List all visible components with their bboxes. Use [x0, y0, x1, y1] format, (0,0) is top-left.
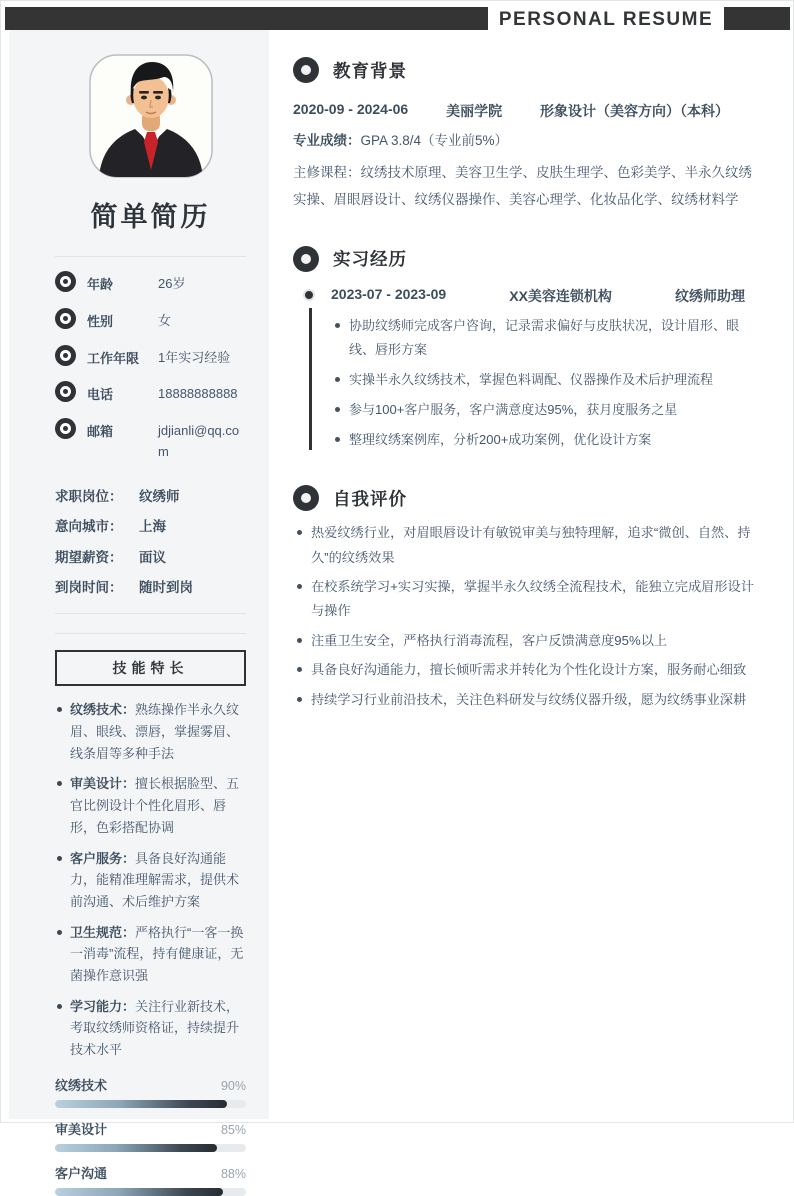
- skills-section-title: 技能特长: [112, 660, 189, 677]
- bar-label: 审美设计: [55, 1121, 108, 1137]
- bullet-icon: [57, 781, 62, 786]
- donut-icon: [55, 308, 76, 329]
- main-content: [269, 39, 785, 712]
- bullet-icon: [335, 437, 340, 442]
- bar-percent: 85%: [220, 1122, 246, 1137]
- skills-list: [55, 699, 246, 1061]
- list-item: 热爱纹绣行业，对眉眼唇设计有敏锐审美与独特理解，追求“微创、自然、持久”的纹绣效果: [293, 521, 755, 570]
- skill-item: [55, 996, 246, 1061]
- info-value: jdjianli@qq.com: [158, 423, 240, 459]
- info-label: 性别: [87, 313, 114, 329]
- bullet-icon: [297, 584, 302, 589]
- intent-value: 随时到岗: [139, 580, 193, 596]
- info-row-phone: [55, 381, 246, 405]
- section-header-self-evaluation: [293, 485, 755, 511]
- skill-text: 客户服务：具备良好沟通能力，能精准理解需求，提供术前沟通、术后维护方案: [70, 850, 240, 909]
- bullet-icon: [335, 323, 340, 328]
- donut-icon: [55, 345, 76, 366]
- bullet-icon: [57, 707, 62, 712]
- donut-icon: [293, 57, 319, 83]
- section-title: 实习经历: [333, 249, 407, 270]
- internship-bullet-list: [331, 314, 755, 452]
- bar-fill: [55, 1144, 217, 1152]
- intent-label: 到岗时间：: [55, 580, 123, 596]
- donut-icon: [55, 271, 76, 292]
- section-title: 自我评价: [333, 488, 407, 509]
- intent-row-city: [55, 515, 246, 535]
- intent-value: 面议: [139, 549, 166, 565]
- bar-percent: 90%: [220, 1078, 246, 1093]
- skill-text: 学习能力：关注行业新技术，考取纹绣师资格证，持续提升技术水平: [70, 998, 240, 1058]
- list-item: 注重卫生安全，严格执行消毒流程，客户反馈满意度95%以上: [293, 629, 755, 653]
- skill-item: [55, 699, 246, 764]
- bar-percent: 88%: [220, 1166, 246, 1181]
- info-row-gender: [55, 308, 246, 332]
- skill-text: 审美设计：擅长根据脸型、五官比例设计个性化眉形、唇形，色彩搭配协调: [70, 776, 240, 835]
- bullet-icon: [57, 1004, 62, 1009]
- skill-bar-row: [55, 1075, 246, 1108]
- section-title: 教育背景: [333, 60, 407, 81]
- list-item: 整理纹绣案例库，分析200+成功案例，优化设计方案: [331, 428, 755, 452]
- info-label: 邮箱: [87, 424, 114, 440]
- section-header-internship: [293, 246, 755, 272]
- bullet-icon: [297, 530, 302, 535]
- internship-period: 2023-07 - 2023-09: [331, 285, 447, 302]
- internship-timeline: [303, 286, 755, 452]
- resume-title-box: [488, 1, 724, 39]
- info-row-email: [55, 418, 246, 463]
- bar-label: 客户沟通: [55, 1165, 108, 1181]
- bar-label: 纹绣技术: [55, 1077, 108, 1093]
- self-evaluation-list: [293, 521, 755, 712]
- intent-label: 期望薪资：: [55, 549, 123, 565]
- skill-bar-row: [55, 1119, 246, 1152]
- bar-fill: [55, 1100, 227, 1108]
- education-entry-head: [293, 101, 755, 121]
- intent-row-position: [55, 485, 246, 505]
- bar-track: [55, 1100, 246, 1108]
- intent-label: 意向城市：: [55, 519, 123, 535]
- intent-value: 纹绣师: [139, 488, 180, 504]
- intent-label: 求职岗位：: [55, 488, 123, 504]
- skill-bars: [55, 1075, 246, 1196]
- skill-text: 卫生规范：严格执行“一客一换一消毒”流程，持有健康证，无菌操作意识强: [70, 924, 244, 984]
- section-header-education: [293, 57, 755, 83]
- info-label: 年龄: [87, 277, 114, 292]
- skill-item: [55, 922, 246, 987]
- bullet-icon: [297, 697, 302, 702]
- education-school: 美丽学院: [446, 103, 503, 119]
- info-value: 1年实习经验: [158, 349, 231, 365]
- personal-info-list: [55, 271, 246, 463]
- list-item: 具备良好沟通能力，擅长倾听需求并转化为个性化设计方案，服务耐心细致: [293, 658, 755, 682]
- donut-icon: [55, 418, 76, 439]
- bullet-icon: [297, 667, 302, 672]
- intent-row-availability: [55, 576, 246, 596]
- bullet-icon: [335, 407, 340, 412]
- skill-bar-row: [55, 1163, 246, 1196]
- intent-value: 上海: [139, 519, 166, 535]
- education-gpa-line: 专业成绩：GPA 3.8/4（专业前5%）: [293, 133, 509, 148]
- info-value: 18888888888: [158, 386, 238, 402]
- info-value: 女: [158, 312, 172, 328]
- internship-company: XX美容连锁机构: [509, 287, 612, 304]
- list-item: 持续学习行业前沿技术，关注色料研发与纹绣仪器升级，愿为纹绣事业深耕: [293, 688, 755, 712]
- intent-row-salary: [55, 546, 246, 566]
- education-courses-line: 主修课程：纹绣技术原理、美容卫生学、皮肤生理学、色彩美学、半永久纹绣实操、眉眼唇设计、纹绣仪器操作、美容心理学、化妆品化学、纹绣材料学: [293, 164, 752, 207]
- skill-item: [55, 773, 246, 838]
- avatar: [89, 54, 213, 178]
- internship-role: 纹绣师助理: [674, 287, 745, 304]
- resume-title: PERSONAL RESUME: [498, 9, 714, 30]
- education-major: 形象设计（美容方向）（本科）: [539, 103, 729, 119]
- list-item: 参与100+客户服务，客户满意度达95%，获月度服务之星: [331, 398, 755, 422]
- list-item: 在校系统学习+实习实操，掌握半永久纹绣全流程技术，能独立完成眉形设计与操作: [293, 575, 755, 624]
- bullet-icon: [297, 638, 302, 643]
- job-intent-list: [55, 485, 246, 597]
- skill-item: [55, 848, 246, 913]
- divider: [55, 256, 246, 257]
- donut-icon: [293, 485, 319, 511]
- skills-section-box: [55, 650, 246, 686]
- skill-text: 纹绣技术：熟练操作半永久纹眉、眼线、漂唇，掌握雾眉、线条眉等多种手法: [70, 702, 240, 761]
- sidebar: [9, 30, 269, 1181]
- info-row-experience: [55, 345, 246, 369]
- resume-name-title: 简单简历: [90, 202, 211, 232]
- bar-track: [55, 1188, 246, 1196]
- bullet-icon: [57, 856, 62, 861]
- info-label: 工作年限: [87, 350, 140, 366]
- info-row-age: [55, 271, 246, 295]
- donut-icon: [293, 246, 319, 272]
- internship-entry-head: [331, 286, 755, 306]
- list-item: 实操半永久纹绣技术，掌握色料调配、仪器操作及术后护理流程: [331, 368, 755, 392]
- bar-fill: [55, 1188, 223, 1196]
- timeline-line: [309, 308, 312, 450]
- info-value: 26岁: [158, 276, 186, 291]
- timeline-dot-icon: [303, 289, 315, 301]
- bullet-icon: [57, 930, 62, 935]
- divider: [55, 633, 246, 634]
- bullet-icon: [335, 377, 340, 382]
- info-label: 电话: [87, 387, 114, 403]
- bar-track: [55, 1144, 246, 1152]
- donut-icon: [55, 381, 76, 402]
- list-item: 协助纹绣师完成客户咨询，记录需求偏好与皮肤状况，设计眉形、眼线、唇形方案: [331, 314, 755, 362]
- divider: [55, 613, 246, 614]
- education-period: 2020-09 - 2024-06: [293, 101, 409, 117]
